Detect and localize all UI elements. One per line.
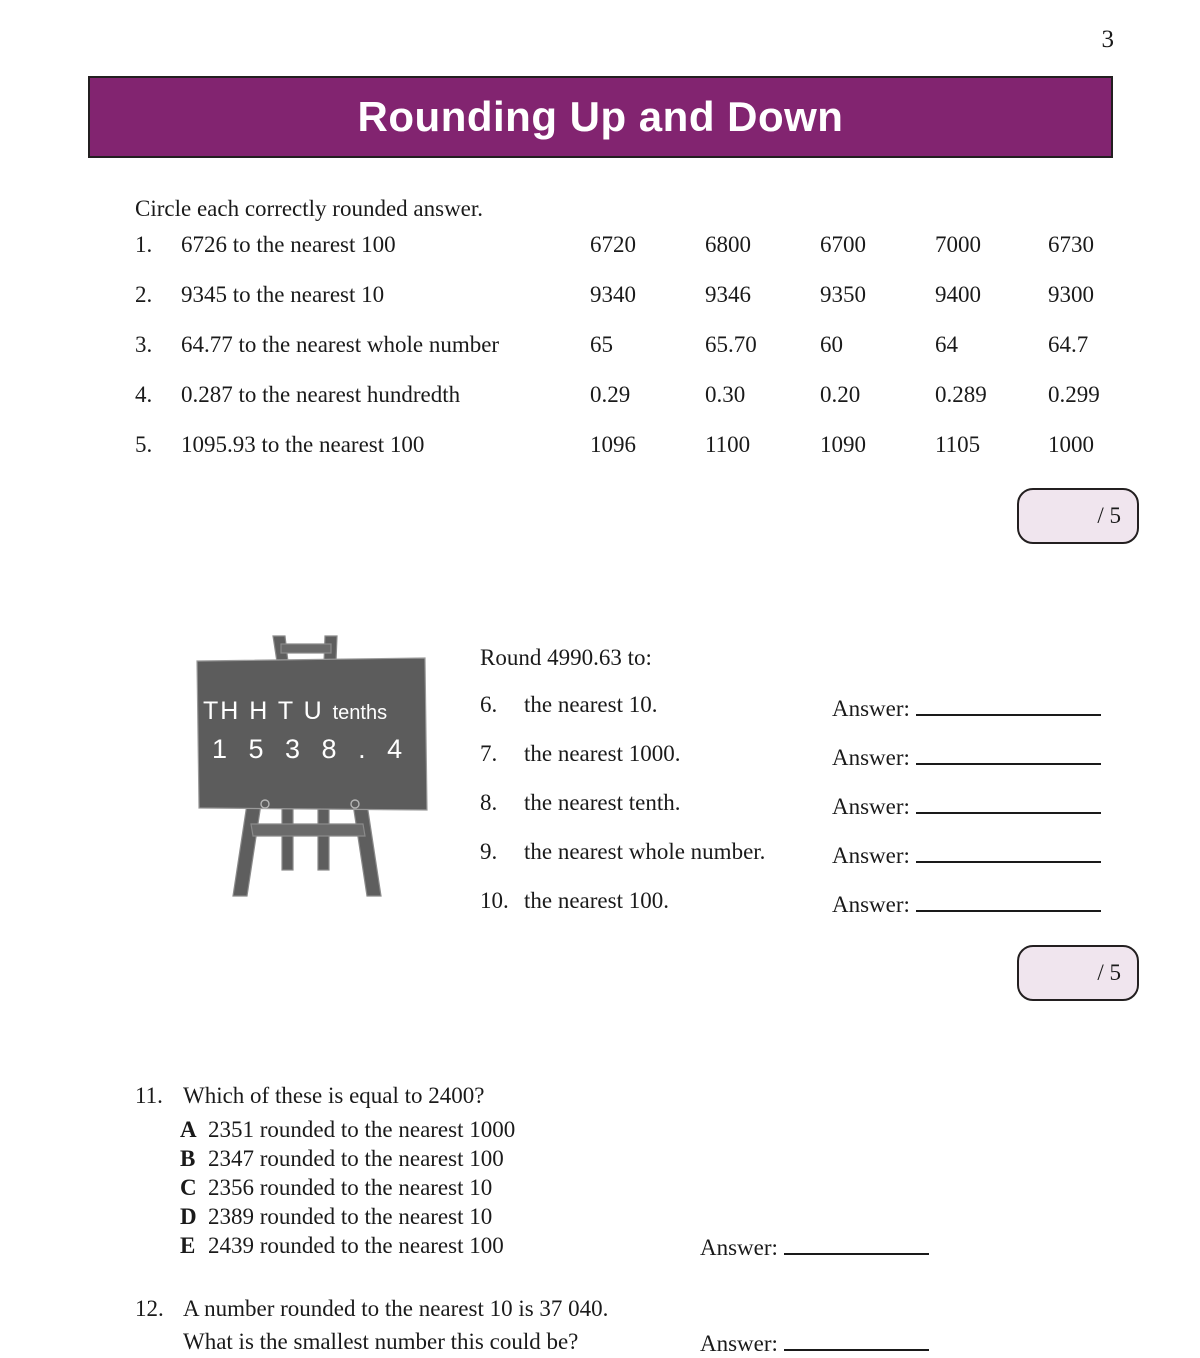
question-text: 6726 to the nearest 100 [181,232,396,257]
option-text: 2351 rounded to the nearest 1000 [208,1117,516,1142]
question-text-line1: A number rounded to the nearest 10 is 37 040. [183,1296,609,1321]
answer-option[interactable]: 0.30 [705,382,746,407]
answer-option[interactable]: 0.20 [820,382,861,407]
answer-option[interactable]: 9300 [1048,282,1094,307]
section3-questions [135,1083,1125,1262]
answer-option[interactable]: 65 [590,332,613,357]
answer-input-line[interactable] [916,741,1101,765]
score-value: / 5 [1097,503,1121,528]
answer-option[interactable]: 1000 [1048,432,1094,457]
answer-option[interactable]: 64.7 [1048,332,1089,357]
question-row [480,888,1130,937]
answer-option[interactable]: 0.299 [1048,382,1100,407]
answer-group [700,1231,929,1261]
question-text: the nearest whole number. [524,839,766,864]
section2-instruction: Round 4990.63 to: [480,645,652,670]
answer-label: Answer: [832,794,910,819]
answer-option[interactable]: 1090 [820,432,866,457]
question-number: 10. [480,888,509,913]
answer-option[interactable]: 9400 [935,282,981,307]
question-row [135,332,1125,382]
question-text-line2: What is the smallest number this could be? [183,1329,579,1354]
easel-svg [185,628,475,918]
answer-input-line[interactable] [916,839,1101,863]
question-number: 12. [135,1296,164,1321]
question-number: 3. [135,332,153,357]
question-row [135,1083,1125,1117]
option-text: 2389 rounded to the nearest 10 [208,1204,493,1229]
answer-group [832,741,1101,771]
section1-instruction: Circle each correctly rounded answer. [135,196,484,221]
question-row [480,692,1130,741]
answer-option[interactable]: 64 [935,332,958,357]
answer-option[interactable]: 1100 [705,432,751,457]
question-number: 2. [135,282,153,307]
score-box-section2[interactable] [1017,945,1139,1001]
page-number: 3 [1101,26,1114,53]
answer-option[interactable]: 9346 [705,282,751,307]
question-text: Which of these is equal to 2400? [183,1083,485,1108]
answer-option[interactable]: 6720 [590,232,636,257]
list-item[interactable] [135,1175,1125,1204]
answer-label: Answer: [832,843,910,868]
answer-option[interactable]: 6800 [705,232,751,257]
score-box-section1[interactable] [1017,488,1139,544]
answer-option[interactable]: 9340 [590,282,636,307]
option-letter: B [180,1146,196,1171]
answer-option[interactable]: 60 [820,332,843,357]
question-number: 6. [480,692,498,717]
option-text: 2356 rounded to the nearest 10 [208,1175,493,1200]
question-text: the nearest 100. [524,888,669,913]
answer-group [832,839,1101,869]
question-row [480,741,1130,790]
question-text: 0.287 to the nearest hundredth [181,382,461,407]
list-item[interactable] [135,1146,1125,1175]
answer-option[interactable]: 9350 [820,282,866,307]
page-title: Rounding Up and Down [357,93,844,140]
answer-label: Answer: [832,696,910,721]
answer-input-line[interactable] [784,1327,929,1351]
answer-option[interactable]: 6730 [1048,232,1094,257]
place-value-digits: 1 5 3 8 . 4 [212,734,410,764]
answer-option[interactable]: 1096 [590,432,636,457]
answer-option[interactable]: 0.289 [935,382,987,407]
question-text: 1095.93 to the nearest 100 [181,432,425,457]
answer-option[interactable]: 6700 [820,232,866,257]
question-row [135,382,1125,432]
answer-label: Answer: [832,745,910,770]
option-letter: E [180,1233,196,1258]
question-text: the nearest tenth. [524,790,681,815]
question-row [135,432,1125,482]
question-text: the nearest 10. [524,692,658,717]
answer-label: Answer: [700,1235,778,1260]
answer-group [832,790,1101,820]
question-text: the nearest 1000. [524,741,681,766]
answer-option[interactable]: 7000 [935,232,981,257]
answer-input-line[interactable] [916,692,1101,716]
score-value: / 5 [1097,960,1121,985]
question-row [480,790,1130,839]
answer-input-line[interactable] [916,888,1101,912]
option-letter: C [180,1175,197,1200]
question-number: 8. [480,790,498,815]
option-text: 2347 rounded to the nearest 100 [208,1146,504,1171]
answer-option[interactable]: 65.70 [705,332,757,357]
answer-group [832,888,1101,918]
question-number: 11. [135,1083,163,1108]
section2-questions [480,645,1130,937]
option-text: 2439 rounded to the nearest 100 [208,1233,504,1258]
answer-input-line[interactable] [916,790,1101,814]
page-title-banner [88,76,1113,158]
question-number: 4. [135,382,153,407]
question-text: 9345 to the nearest 10 [181,282,385,307]
option-letter: A [180,1117,197,1142]
question-number: 7. [480,741,498,766]
question-number: 1. [135,232,153,257]
list-item[interactable] [135,1117,1125,1146]
answer-option[interactable]: 1105 [935,432,981,457]
question-text: 64.77 to the nearest whole number [181,332,500,357]
answer-option[interactable]: 0.29 [590,382,631,407]
question-row [135,282,1125,332]
answer-input-line[interactable] [784,1231,929,1255]
answer-group [832,692,1101,722]
question-row [135,232,1125,282]
question-number: 5. [135,432,153,457]
option-letter: D [180,1204,197,1229]
answer-label: Answer: [832,892,910,917]
place-value-headings-small: tenths [332,702,388,724]
question-row [480,839,1130,888]
question-number: 9. [480,839,498,864]
answer-label: Answer: [700,1331,778,1356]
section1-questions [135,232,1125,482]
easel-illustration [185,628,475,918]
answer-group [700,1327,929,1357]
list-item[interactable] [135,1233,1125,1262]
place-value-headings-large: TH H T U [203,697,333,725]
list-item[interactable] [135,1204,1125,1233]
